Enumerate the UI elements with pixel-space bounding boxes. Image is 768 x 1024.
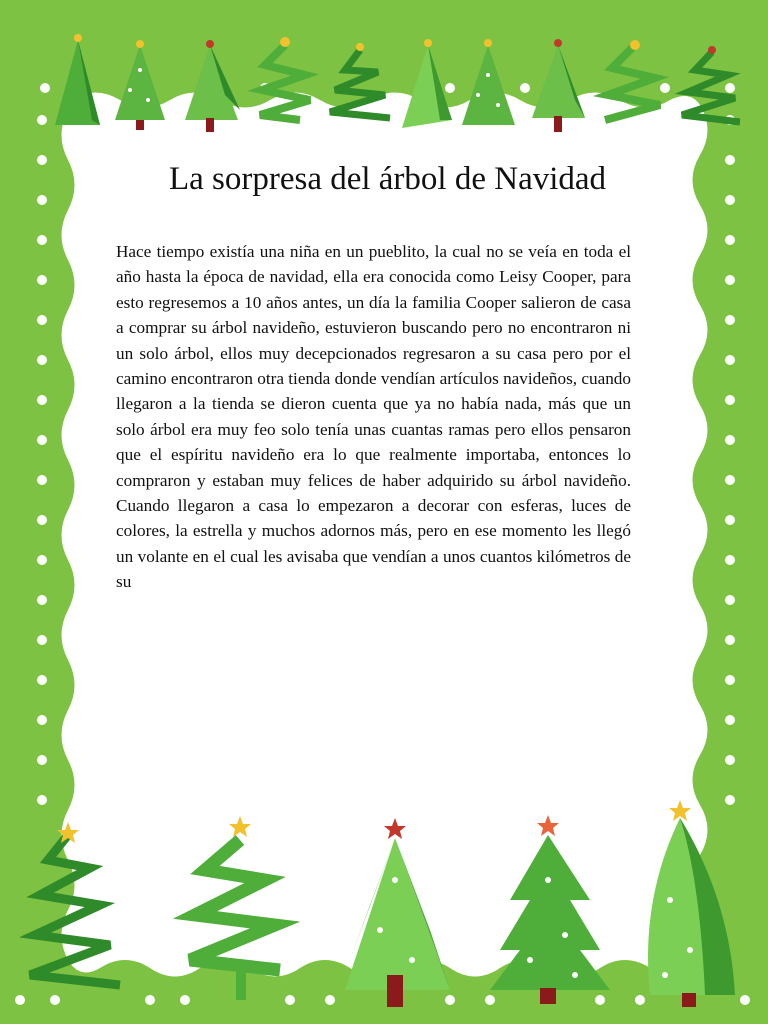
christmas-tree-icon [115, 40, 165, 130]
story-paragraph: Hace tiempo existía una niña en un pueblito, la cual no se veía en toda el año hasta la época de navidad, ella era conocida como Leisy Cooper, para esto regresemos a 10 años antes, un día la familia Cooper salieron de casa a comprar su árbol navideño, estuvieron buscando pero no encontraron ni un solo árbol, ellos muy decepcionados regresaron a su casa pero por el camino encontraron otra tienda donde vendían artículos navideños, cuando llegaron a la tienda se dieron cuenta que ya no había nada, más que un solo árbol era muy feo solo tenía unas cuantas ramas pero ellos pensaron que el espíritu navideño era lo que realmente importaba, entonces lo compraron y estaban muy felices de haber adquirido su árbol navideño. Cuando llegaron a casa lo empezaron a decorar con esferas, luces de colores, la estrella y muchos adornos más, pero en ese momento les llegó un volante en el cual les avisaba que vendían a unos cuantos kilómetros de su [116, 242, 631, 592]
left-dot-border [37, 115, 47, 805]
document-title: La sorpresa del árbol de Navidad [168, 161, 607, 197]
right-dot-border [725, 115, 735, 805]
bottom-dot-border [15, 995, 750, 1005]
christmas-tree-icon [462, 39, 515, 125]
christmas-tree-icon [402, 39, 452, 128]
christmas-tree-icon [185, 40, 240, 132]
christmas-tree-icon [55, 34, 100, 125]
document-page [85, 135, 690, 825]
